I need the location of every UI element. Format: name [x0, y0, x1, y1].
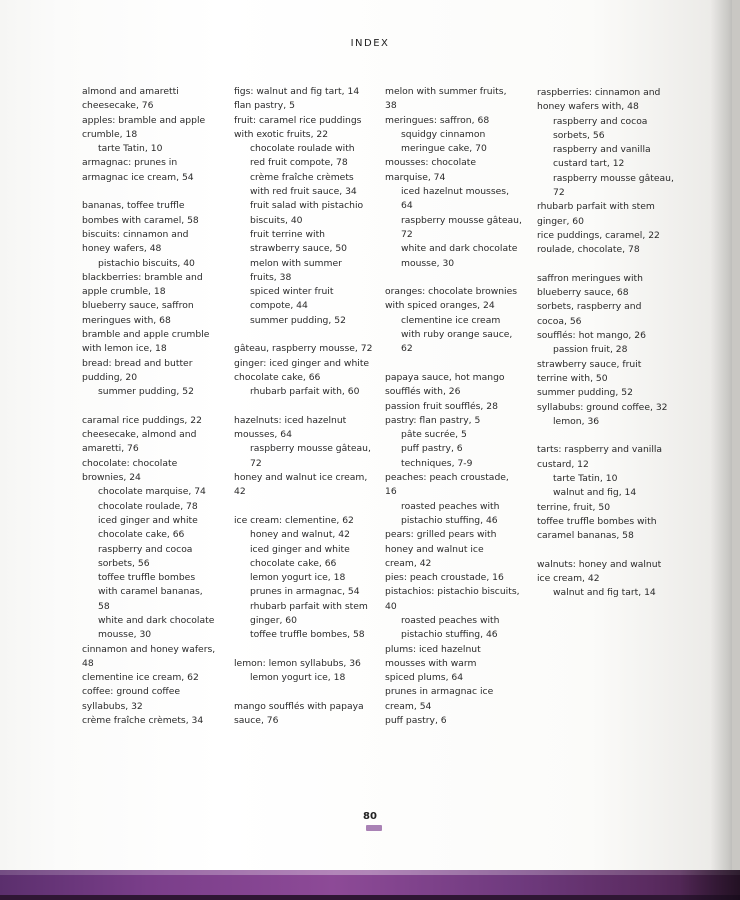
index-entry-line: 38: [385, 100, 397, 112]
index-entry-line: roulade, chocolate, 78: [537, 244, 640, 256]
index-entry: [234, 471, 384, 500]
index-entry: [234, 114, 384, 143]
index-subentry: [98, 485, 232, 499]
index-entry-line: 42: [234, 486, 246, 498]
index-subentry: [401, 500, 535, 529]
index-entry: [385, 285, 535, 314]
index-column-4: [537, 86, 687, 601]
index-entry: [82, 357, 232, 386]
index-entry: [537, 272, 687, 301]
index-entry-line: iced ginger and white: [250, 543, 350, 555]
index-entry-line: honey wafers with, 48: [537, 101, 639, 113]
index-entry: [385, 85, 535, 114]
section-gap: [537, 429, 687, 443]
index-entry-line: coffee: ground coffee: [82, 686, 181, 698]
index-entry-line: summer pudding, 52: [98, 386, 194, 398]
index-entry-line: mousse, 30: [98, 629, 152, 641]
index-entry-line: armagnac: prunes in: [82, 157, 178, 169]
index-entry-line: apples: bramble and apple: [82, 114, 206, 126]
index-subentry: [250, 628, 384, 642]
index-entry-line: plums: iced hazelnut: [385, 643, 481, 655]
index-entry-line: chocolate roulade, 78: [98, 500, 198, 512]
index-subentry: [250, 671, 384, 685]
index-subentry: [553, 586, 687, 600]
index-entry-line: cream, 54: [385, 700, 432, 712]
index-entry-line: cheesecake, almond and: [82, 429, 197, 441]
index-entry-line: flan pastry, 5: [234, 100, 295, 112]
index-entry-line: pistachio stuffing, 46: [401, 514, 498, 526]
index-entry-line: custard tart, 12: [553, 158, 625, 170]
index-entry-line: lemon, 36: [553, 415, 600, 427]
index-entry: [82, 428, 232, 457]
index-entry-line: prunes in armagnac, 54: [250, 586, 360, 598]
index-entry-line: 72: [553, 187, 565, 199]
index-entry: [234, 514, 384, 528]
index-entry-line: 58: [98, 600, 110, 612]
index-entry: [385, 400, 535, 414]
index-entry-line: marquise, 74: [385, 171, 446, 183]
index-subentry: [98, 257, 232, 271]
index-entry-line: meringue cake, 70: [401, 143, 487, 155]
index-entry: [385, 528, 535, 571]
index-entry-line: bananas, toffee truffle: [82, 200, 185, 212]
index-entry-line: bread: bread and butter: [82, 357, 193, 369]
index-entry-line: with lemon ice, 18: [82, 343, 167, 355]
index-entry-line: techniques, 7-9: [401, 457, 473, 469]
index-entry-line: chocolate cake, 66: [250, 557, 337, 569]
index-entry-line: caramel bananas, 58: [537, 530, 634, 542]
index-entry-line: melon with summer: [250, 257, 342, 269]
index-entry-line: with ruby orange sauce,: [401, 329, 513, 341]
index-entry: [82, 271, 232, 300]
index-subentry: [250, 385, 384, 399]
page-edge: [732, 0, 740, 870]
index-subentry: [250, 571, 384, 585]
index-entry-line: ice cream: clementine, 62: [234, 514, 354, 526]
index-entry-line: toffee truffle bombes, 58: [250, 629, 365, 641]
index-entry-line: chocolate cake, 66: [98, 529, 185, 541]
index-entry-line: raspberry and cocoa: [98, 543, 193, 555]
index-subentry: [553, 343, 687, 357]
index-entry: [537, 358, 687, 387]
index-entry-line: 48: [82, 657, 94, 669]
index-entry-line: gâteau, raspberry mousse, 72: [234, 343, 373, 355]
index-subentry: [250, 600, 384, 629]
index-entry-line: cinnamon and honey wafers,: [82, 643, 216, 655]
index-entry: [82, 85, 232, 114]
index-entry-line: mango soufflés with papaya: [234, 700, 364, 712]
index-entry-line: chocolate roulade with: [250, 143, 355, 155]
index-entry-line: lemon: lemon syllabubs, 36: [234, 657, 361, 669]
index-entry-line: melon with summer fruits,: [385, 86, 507, 97]
index-entry: [234, 342, 384, 356]
index-entry-line: blueberry sauce, saffron: [82, 300, 194, 312]
index-entry-line: mousses with warm: [385, 657, 477, 669]
index-entry-line: bramble and apple crumble: [82, 329, 210, 341]
index-entry-line: 72: [250, 457, 262, 469]
index-subentry: [98, 614, 232, 643]
section-gap: [234, 685, 384, 699]
index-entry-line: honey and walnut, 42: [250, 529, 350, 541]
index-entry: [537, 558, 687, 587]
index-entry-line: ginger, 60: [250, 614, 298, 626]
index-entry-line: tarte Tatin, 10: [553, 473, 618, 485]
index-entry-line: strawberry sauce, fruit: [537, 358, 642, 370]
index-subentry: [98, 500, 232, 514]
section-gap: [537, 258, 687, 272]
index-subentry: [250, 171, 384, 200]
index-entry-line: lemon yogurt ice, 18: [250, 572, 346, 584]
index-entry: [385, 156, 535, 185]
index-entry: [82, 457, 232, 486]
index-entry-line: terrine with, 50: [537, 372, 608, 384]
index-subentry: [401, 314, 535, 357]
section-gap: [234, 328, 384, 342]
index-entry-line: papaya sauce, hot mango: [385, 371, 505, 383]
index-entry-line: squidgy cinnamon: [401, 128, 486, 140]
index-entry: [537, 401, 687, 415]
index-entry-line: pies: peach croustade, 16: [385, 572, 504, 584]
cover-band-edge: [0, 895, 740, 900]
index-entry-line: pistachio stuffing, 46: [401, 629, 498, 641]
index-entry-line: syllabubs: ground coffee, 32: [537, 401, 668, 413]
index-entry: [82, 714, 232, 728]
index-subentry: [401, 214, 535, 243]
index-entry-line: figs: walnut and fig tart, 14: [234, 86, 360, 97]
index-entry: [537, 300, 687, 329]
index-entry-line: pistachios: pistachio biscuits,: [385, 586, 520, 598]
index-entry: [234, 85, 384, 99]
index-entry-line: clementine ice cream: [401, 314, 501, 326]
index-entry: [385, 685, 535, 714]
index-entry: [82, 199, 232, 228]
index-entry: [537, 243, 687, 257]
index-entry: [385, 571, 535, 585]
index-entry-line: tarte Tatin, 10: [98, 143, 163, 155]
index-entry: [234, 657, 384, 671]
index-subentry: [553, 472, 687, 486]
index-subentry: [250, 442, 384, 471]
index-entry: [82, 299, 232, 328]
index-entry-line: walnut and fig tart, 14: [553, 587, 656, 599]
index-entry-line: almond and amaretti: [82, 86, 179, 97]
index-entry: [82, 671, 232, 685]
index-entry: [537, 515, 687, 544]
index-entry-line: mousse, 30: [401, 257, 455, 269]
index-entry-line: with spiced oranges, 24: [385, 300, 495, 312]
index-entry-line: puff pastry, 6: [401, 443, 463, 455]
index-entry-line: 40: [385, 600, 397, 612]
index-entry-line: fruit salad with pistachio: [250, 200, 364, 212]
index-entry-line: passion fruit soufflés, 28: [385, 400, 498, 412]
index-entry-line: with caramel bananas,: [98, 586, 203, 598]
index-entry-line: honey and walnut ice: [385, 543, 484, 555]
index-subentry: [250, 314, 384, 328]
index-entry-line: prunes in armagnac ice: [385, 686, 494, 698]
index-entry-line: strawberry sauce, 50: [250, 243, 348, 255]
index-entry-line: ginger, 60: [537, 215, 585, 227]
section-gap: [234, 500, 384, 514]
index-subentry: [401, 614, 535, 643]
index-entry: [385, 471, 535, 500]
index-entry-line: ginger: iced ginger and white: [234, 357, 370, 369]
index-subentry: [553, 143, 687, 172]
index-entry-line: chocolate: chocolate: [82, 457, 178, 469]
index-entry-line: 62: [401, 343, 413, 355]
index-entry-line: brownies, 24: [82, 472, 141, 484]
index-entry: [385, 371, 535, 400]
index-entry-line: rhubarb parfait with, 60: [250, 386, 360, 398]
index-entry-line: spiced winter fruit: [250, 286, 334, 298]
index-entry-line: meringues: saffron, 68: [385, 114, 490, 126]
index-entry-line: pears: grilled pears with: [385, 529, 497, 541]
index-entry-line: red fruit compote, 78: [250, 157, 348, 169]
index-column-2: [234, 85, 384, 728]
index-entry-line: bombes with caramel, 58: [82, 214, 199, 226]
index-entry: [385, 414, 535, 428]
index-entry: [537, 501, 687, 515]
index-entry-line: fruit terrine with: [250, 228, 325, 240]
index-entry-line: ice cream, 42: [537, 573, 600, 585]
index-entry: [82, 414, 232, 428]
index-entry-line: amaretti, 76: [82, 443, 139, 455]
cover-band-shadow: [680, 870, 740, 900]
index-entry-line: summer pudding, 52: [537, 387, 633, 399]
index-entry-line: fruit: caramel rice puddings: [234, 114, 362, 126]
index-entry-line: pastry: flan pastry, 5: [385, 414, 481, 426]
index-entry-line: compote, 44: [250, 300, 308, 312]
section-gap: [385, 357, 535, 371]
index-entry-line: mousses, 64: [234, 429, 292, 441]
index-entry-line: sorbets, 56: [98, 557, 150, 569]
index-entry-line: pistachio biscuits, 40: [98, 257, 195, 269]
index-entry-line: 64: [401, 200, 413, 212]
index-entry: [82, 156, 232, 185]
index-entry-line: puff pastry, 6: [385, 715, 447, 727]
index-entry: [385, 714, 535, 728]
index-entry: [537, 86, 687, 115]
index-subentry: [250, 228, 384, 257]
index-entry-line: saffron meringues with: [537, 272, 643, 284]
index-entry-line: cocoa, 56: [537, 315, 582, 327]
index-entry-line: raspberry and cocoa: [553, 115, 648, 127]
index-entry-line: roasted peaches with: [401, 614, 500, 626]
index-entry-line: toffee truffle bombes with: [537, 515, 657, 527]
index-entry-line: summer pudding, 52: [250, 314, 346, 326]
index-entry: [537, 443, 687, 472]
index-entry-line: tarts: raspberry and vanilla: [537, 444, 663, 456]
index-entry-line: fruits, 38: [250, 271, 292, 283]
index-entry-line: raspberry mousse gâteau,: [553, 172, 674, 184]
index-entry-line: raspberry mousse gâteau,: [401, 214, 522, 226]
index-entry-line: biscuits, 40: [250, 214, 303, 226]
index-entry-line: iced ginger and white: [98, 514, 198, 526]
index-entry-line: cheesecake, 76: [82, 100, 154, 112]
index-entry: [385, 585, 535, 614]
index-entry: [537, 329, 687, 343]
index-entry-line: mousses: chocolate: [385, 157, 477, 169]
index-entry-line: chocolate cake, 66: [234, 371, 321, 383]
page-number-tab: [366, 825, 382, 831]
index-entry-line: blueberry sauce, 68: [537, 287, 629, 299]
index-subentry: [98, 571, 232, 614]
index-entry-line: crumble, 18: [82, 128, 138, 140]
index-entry-line: passion fruit, 28: [553, 344, 628, 356]
index-entry-line: chocolate marquise, 74: [98, 486, 206, 498]
index-entry-line: custard, 12: [537, 458, 589, 470]
index-subentry: [553, 415, 687, 429]
section-gap: [82, 400, 232, 414]
index-entry-line: terrine, fruit, 50: [537, 501, 611, 513]
index-entry-line: meringues with, 68: [82, 314, 171, 326]
index-subentry: [98, 543, 232, 572]
index-entry-line: rice puddings, caramel, 22: [537, 229, 660, 241]
index-entry-line: 16: [385, 486, 397, 498]
index-entry: [82, 643, 232, 672]
index-subentry: [250, 199, 384, 228]
index-entry: [82, 228, 232, 257]
page-title: INDEX: [350, 38, 390, 49]
index-entry: [234, 700, 384, 729]
index-entry-line: spiced plums, 64: [385, 672, 464, 684]
index-subentry: [401, 442, 535, 456]
section-gap: [385, 271, 535, 285]
index-entry-line: soufflés with, 26: [385, 386, 461, 398]
index-entry: [537, 229, 687, 243]
index-entry-line: iced hazelnut mousses,: [401, 186, 509, 198]
index-subentry: [250, 528, 384, 542]
index-subentry: [98, 385, 232, 399]
index-entry-line: raspberries: cinnamon and: [537, 87, 661, 98]
index-entry: [82, 328, 232, 357]
index-entry-line: pâte sucrée, 5: [401, 429, 467, 441]
index-entry-line: sorbets, raspberry and: [537, 301, 642, 313]
index-entry-line: honey wafers, 48: [82, 243, 162, 255]
index-entry-line: walnuts: honey and walnut: [537, 558, 662, 570]
index-entry-line: honey and walnut ice cream,: [234, 472, 368, 484]
index-entry-line: biscuits: cinnamon and: [82, 228, 189, 240]
index-entry-line: cream, 42: [385, 557, 432, 569]
index-entry: [385, 114, 535, 128]
index-entry-line: armagnac ice cream, 54: [82, 171, 194, 183]
index-entry-line: oranges: chocolate brownies: [385, 286, 518, 298]
index-subentry: [401, 128, 535, 157]
index-subentry: [553, 115, 687, 144]
index-subentry: [250, 285, 384, 314]
section-gap: [234, 400, 384, 414]
index-entry-line: peaches: peach croustade,: [385, 472, 509, 484]
index-subentry: [401, 428, 535, 442]
index-column-3: [385, 85, 535, 728]
section-gap: [234, 643, 384, 657]
index-entry-line: syllabubs, 32: [82, 700, 143, 712]
index-subentry: [250, 142, 384, 171]
index-entry-line: raspberry and vanilla: [553, 144, 651, 156]
index-subentry: [401, 185, 535, 214]
index-entry-line: 72: [401, 228, 413, 240]
index-entry-line: hazelnuts: iced hazelnut: [234, 414, 347, 426]
index-entry-line: rhubarb parfait with stem: [537, 201, 655, 213]
section-gap: [82, 185, 232, 199]
index-entry-line: with exotic fruits, 22: [234, 128, 329, 140]
index-entry-line: roasted peaches with: [401, 500, 500, 512]
index-entry: [537, 386, 687, 400]
index-entry: [234, 357, 384, 386]
index-column-1: [82, 85, 232, 728]
index-subentry: [401, 242, 535, 271]
index-entry: [82, 114, 232, 143]
index-entry-line: clementine ice cream, 62: [82, 672, 199, 684]
page-number: 80: [363, 811, 377, 822]
index-entry-line: sorbets, 56: [553, 129, 605, 141]
index-subentry: [250, 543, 384, 572]
index-entry-line: lemon yogurt ice, 18: [250, 672, 346, 684]
index-subentry: [250, 257, 384, 286]
index-entry: [234, 99, 384, 113]
index-entry: [234, 414, 384, 443]
cover-band-highlight: [0, 870, 740, 875]
index-entry: [82, 685, 232, 714]
index-entry-line: white and dark chocolate: [401, 243, 518, 255]
index-subentry: [98, 514, 232, 543]
index-entry: [385, 643, 535, 686]
index-entry-line: sauce, 76: [234, 715, 279, 727]
index-entry-line: with red fruit sauce, 34: [250, 186, 357, 198]
section-gap: [537, 544, 687, 558]
index-entry-line: crème fraîche crèmets: [250, 171, 354, 183]
index-entry-line: toffee truffle bombes: [98, 572, 196, 584]
index-entry-line: raspberry mousse gâteau,: [250, 443, 371, 455]
index-subentry: [553, 172, 687, 201]
index-subentry: [250, 585, 384, 599]
index-entry-line: rhubarb parfait with stem: [250, 600, 368, 612]
index-entry-line: pudding, 20: [82, 371, 138, 383]
index-entry-line: white and dark chocolate: [98, 614, 215, 626]
index-entry: [537, 200, 687, 229]
index-entry-line: blackberries: bramble and: [82, 271, 203, 283]
index-entry-line: caramal rice puddings, 22: [82, 414, 202, 426]
index-entry-line: soufflés: hot mango, 26: [537, 330, 646, 342]
index-entry-line: crème fraîche crèmets, 34: [82, 715, 204, 727]
index-entry-line: walnut and fig, 14: [553, 487, 637, 499]
index-subentry: [553, 486, 687, 500]
index-entry-line: apple crumble, 18: [82, 286, 166, 298]
index-subentry: [401, 457, 535, 471]
index-subentry: [98, 142, 232, 156]
